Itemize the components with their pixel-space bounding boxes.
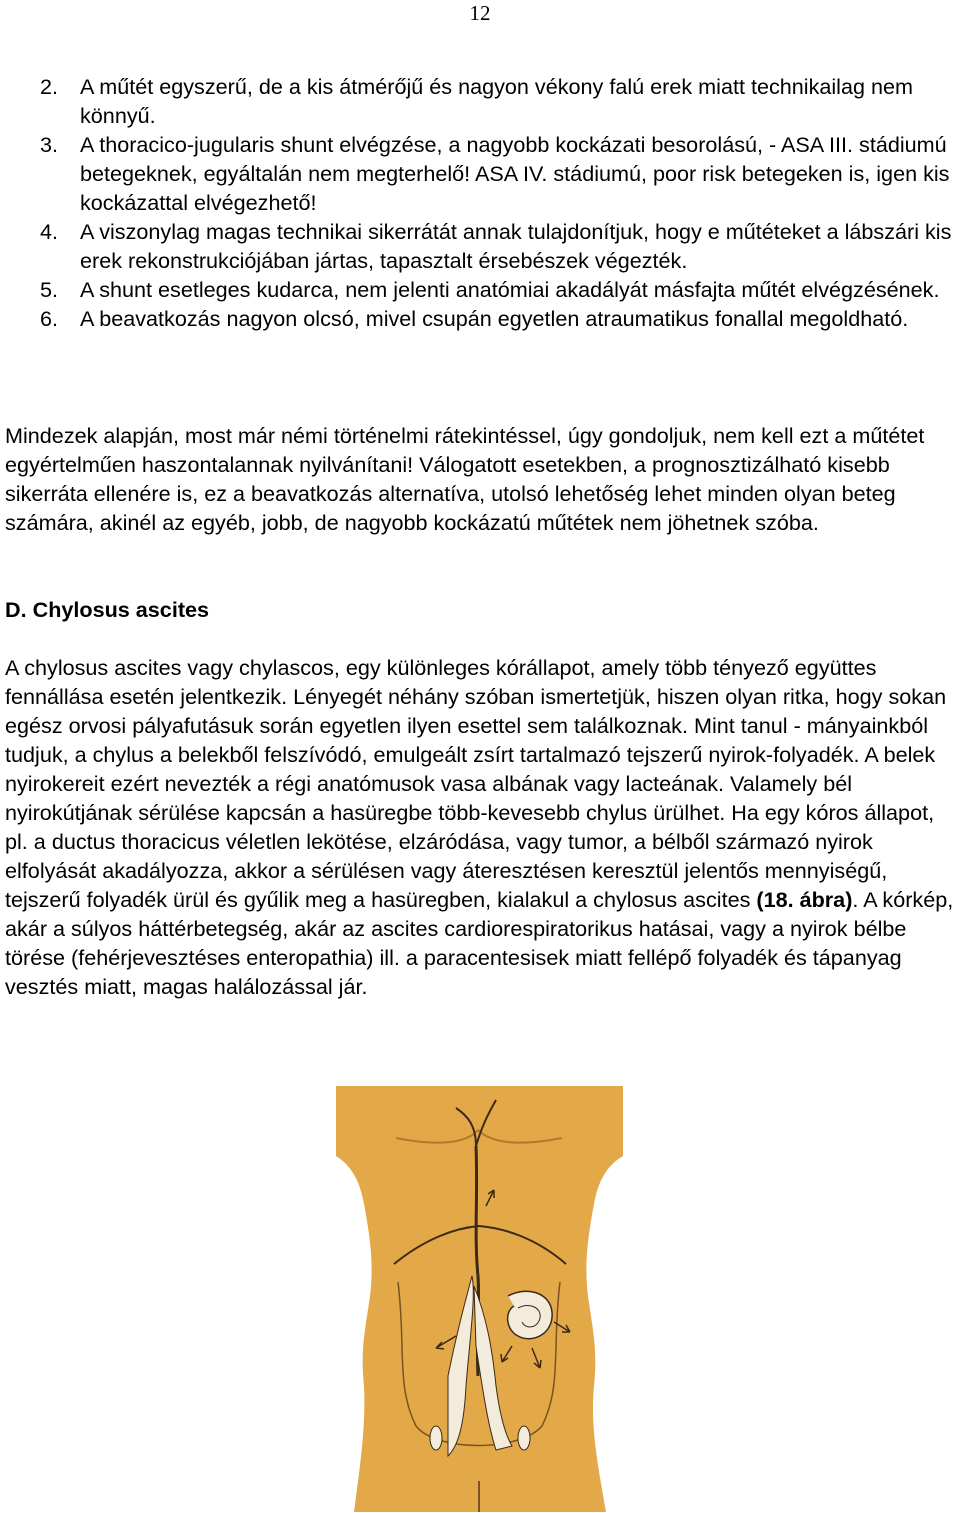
list-item [0,130,960,217]
paragraph-chylosus-ascites [5,653,960,1001]
bowel-loop [508,1291,553,1338]
list-item-text: A viszonylag magas technikai sikerrátát annak tulajdonítjuk, hogy e műtéteket a lábszári kis erek rekonstrukciójában jártas, tapasztalt érsebészek végezték. [80,219,952,273]
page-number: 12 [469,1,491,25]
list-item-number: 2. [40,74,59,99]
list-item-number: 4. [40,219,59,244]
list-item [0,72,960,130]
list-item-number: 5. [40,277,59,302]
figure-chylous-ascites-illustration [336,1086,623,1512]
paragraph-text-after: . A kórkép, akár a súlyos háttérbetegség, akár az ascites cardiorespiratorikus hatásai, vagy a nyirok bélbe törése (fehérjevesztéses enteropathia) ill. a paracentesisek miatt fellépő folyadék és tápanyag vesztés miatt, magas halálozással jár. [5,887,954,999]
list-item [0,304,960,333]
fluid-droplet [518,1426,530,1450]
list-item-text: A shunt esetleges kudarca, nem jelenti anatómiai akadályát másfajta műtét elvégzésének. [80,277,940,302]
list-item-text: A beavatkozás nagyon olcsó, mivel csupán egyetlen atraumatikus fonallal megoldható. [80,306,909,331]
list-item [0,275,960,304]
paragraph-text-before: A chylosus ascites vagy chylascos, egy különleges kórállapot, amely több tényező együttes fennállása esetén jelentkezik. Lényegét néhány szóban ismertetjük, hiszen olyan ritka, hogy sokan egész orvosi pályafutásuk során egyetlen ilyen esettel sem találkoznak. Mint tanul - mányainkból tudjuk, a chylus a belekből felszívódó, emulgeált zsírt tartalmazó tejszerű nyirok-folyadék. A belek nyirokereit ezért nevezték a régi anatómusok vasa albának vagy lacteának. Valamely bél nyirokútjának sérülése kapcsán a hasüregbe több-kevesebb chylus ürülhet. Ha egy kóros állapot, pl. a ductus thoracicus véletlen lekötése, elzáródása, vagy tumor, a bélből származó nyirok elfolyását akadályozza, akkor a sérülésen vagy áteresztésen keresztül jelentős mennyiségű, tejszerű folyadék ürül és gyűlik meg a hasüregben, kialakul a chylosus ascites [5,655,947,912]
list-item-text: A thoracico-jugularis shunt elvégzése, a nagyobb kockázati besorolású, - ASA III. stádiumú betegeknek, egyáltalán nem megterhelő! ASA IV. stádiumú, poor risk betegeken is, igen kis kockázattal elvégezhető! [80,132,950,215]
figure-reference: (18. ábra) [756,887,853,912]
list-item [0,217,960,275]
torso-illustration [336,1086,623,1512]
section-heading: D. Chylosus ascites [5,597,210,622]
list-item-text: A műtét egyszerű, de a kis átmérőjű és nagyon vékony falú erek miatt technikailag nem könnyű. [80,74,913,128]
paragraph-conclusion: Mindezek alapján, most már némi történelmi rátekintéssel, úgy gondoljuk, nem kell ezt a műtétet egyértelműen haszontalannak nyilvánítani! Válogatott esetekben, a prognosztizálható kisebb sikerráta ellenére is, ez a beavatkozás alternatíva, utolsó lehetőség lehet minden olyan beteg számára, akinél az egyéb, jobb, de nagyobb kockázatú műtétek nem jöhetnek szóba. [5,423,925,535]
list-item-number: 3. [40,132,59,157]
fluid-droplet [430,1426,442,1450]
list-item-number: 6. [40,306,59,331]
numbered-list [0,72,960,333]
